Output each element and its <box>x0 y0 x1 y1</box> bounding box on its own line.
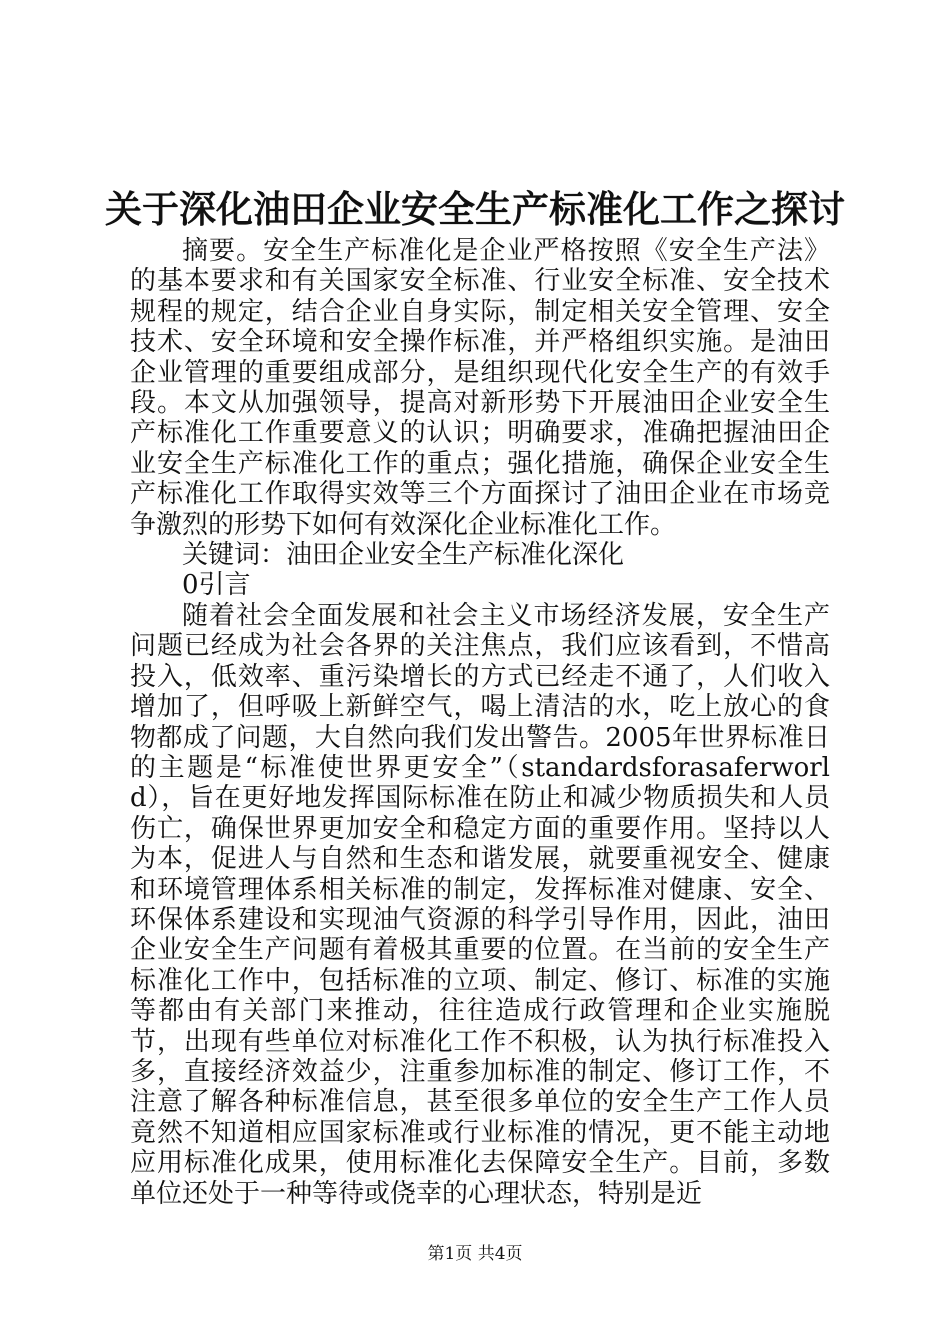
document-body <box>130 236 830 1209</box>
keywords-line: 关键词：油田企业安全生产标准化深化 <box>182 540 625 571</box>
abstract-paragraph: 摘要。安全生产标准化是企业严格按照《安全生产法》的基本要求和有关国家安全标准、行业安全标准、安全技术规程的规定，结合企业自身实际，制定相关安全管理、安全技术、安全环境和安全操作标准，并严格组织实施。是油田企业管理的重要组成部分，是组织现代化安全生产的有效手段。本文从加强领导，提高对新形势下开展油田企业安全生产标准化工作重要意义的认识；明确要求，准确把握油田企业安全生产标准化工作的重点；强化措施，确保企业安全生产标准化工作取得实效等三个方面探讨了油田企业在市场竞争激烈的形势下如何有效深化企业标准化工作。 <box>130 236 830 540</box>
page-indicator: 第1页 共4页 <box>427 1244 523 1264</box>
document-title: 关于深化油田企业安全生产标准化工作之探讨 <box>105 187 845 231</box>
intro-paragraph: 随着社会全面发展和社会主义市场经济发展，安全生产问题已经成为社会各界的关注焦点，我们应该看到，不惜高投入，低效率、重污染增长的方式已经走不通了，人们收入增加了，但呼吸上新鲜空气，喝上清洁的水，吃上放心的食物都成了问题，大自然向我们发出警告。2005年世界标准日的主题是“标准使世界更安全”（standardsforasaferworld），旨在更好地发挥国际标准在防止和减少物质损失和人员伤亡，确保世界更加安全和稳定方面的重要作用。坚持以人为本，促进人与自然和生态和谐发展，就要重视安全、健康和环境管理体系相关标准的制定，发挥标准对健康、安全、环保体系建设和实现油气资源的科学引导作用，因此，油田企业安全生产问题有着极其重要的位置。在当前的安全生产标准化工作中，包括标准的立项、制定、修订、标准的实施等都由有关部门来推动，往往造成行政管理和企业实施脱节，出现有些单位对标准化工作不积极，认为执行标准投入多，直接经济效益少，注重参加标准的制定、修订工作，不注意了解各种标准信息，甚至很多单位的安全生产工作人员竟然不知道相应国家标准或行业标准的情况，更不能主动地应用标准化成果，使用标准化去保障安全生产。目前，多数单位还处于一种等待或侥幸的心理状态，特别是近 <box>130 600 830 1209</box>
section-heading: 0引言 <box>182 570 251 601</box>
